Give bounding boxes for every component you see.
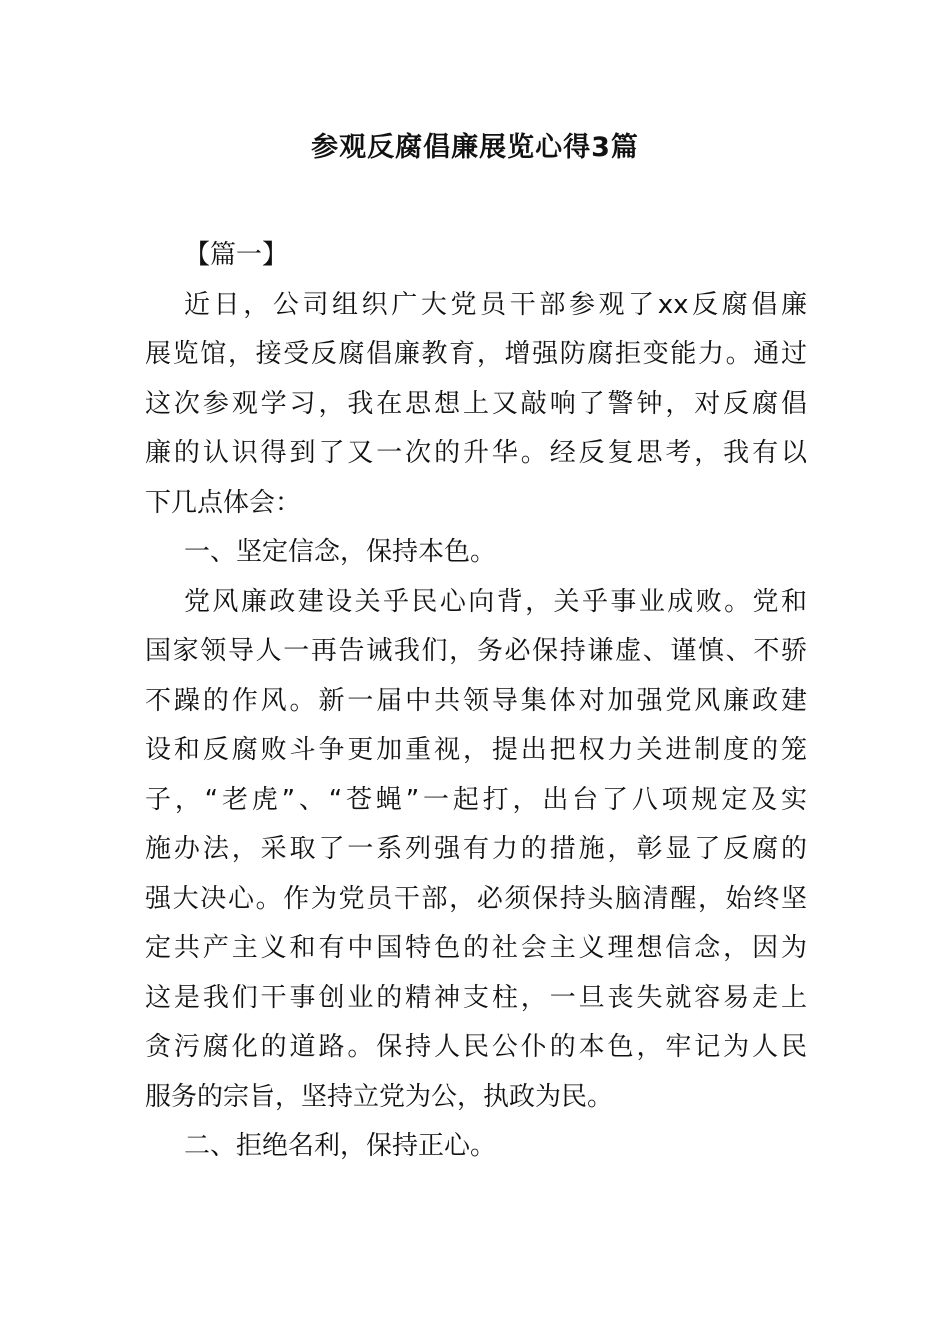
text-line: 国家领导人一再告诫我们，务必保持谦虚、谨慎、不骄	[145, 636, 807, 666]
document-body	[145, 231, 807, 1172]
text-line: 施办法，采取了一系列强有力的措施，彰显了反腐的	[145, 834, 807, 864]
text-line: 设和反腐败斗争更加重视，提出把权力关进制度的笼	[145, 735, 807, 765]
text-line: 党风廉政建设关乎民心向背，关乎事业成败。党和	[184, 586, 807, 617]
text-line: 服务的宗旨，坚持立党为公，执政为民。	[145, 1081, 614, 1112]
text-line: 这是我们干事创业的精神支柱，一旦丧失就容易走上	[145, 982, 807, 1013]
text-line: 一、坚定信念，保持本色。	[184, 537, 497, 567]
text-line: 二、拒绝名利，保持正心。	[184, 1131, 497, 1161]
text-line: 廉的认识得到了又一次的升华。经反复思考，我有以	[145, 438, 807, 468]
text-line: 贪污腐化的道路。保持人民公仆的本色，牢记为人民	[145, 1032, 807, 1062]
text-line: 【篇一】	[184, 240, 289, 270]
text-line: 子，“老虎”、“苍蝇”一起打，出台了八项规定及实	[145, 784, 807, 815]
text-line: 定共产主义和有中国特色的社会主义理想信念，因为	[145, 933, 807, 963]
text-line: 不躁的作风。新一届中共领导集体对加强党风廉政建	[145, 685, 807, 716]
text-line: 这次参观学习，我在思想上又敲响了警钟，对反腐倡	[145, 388, 807, 419]
text-line: 展览馆，接受反腐倡廉教育，增强防腐拒变能力。通过	[145, 339, 807, 369]
document-title: 参观反腐倡廉展览心得3篇	[311, 132, 639, 163]
text-line: 强大决心。作为党员干部，必须保持头脑清醒，始终坚	[145, 883, 807, 914]
text-line: 近日，公司组织广大党员干部参观了xx反腐倡廉	[184, 289, 807, 320]
text-line: 下几点体会：	[145, 487, 302, 518]
